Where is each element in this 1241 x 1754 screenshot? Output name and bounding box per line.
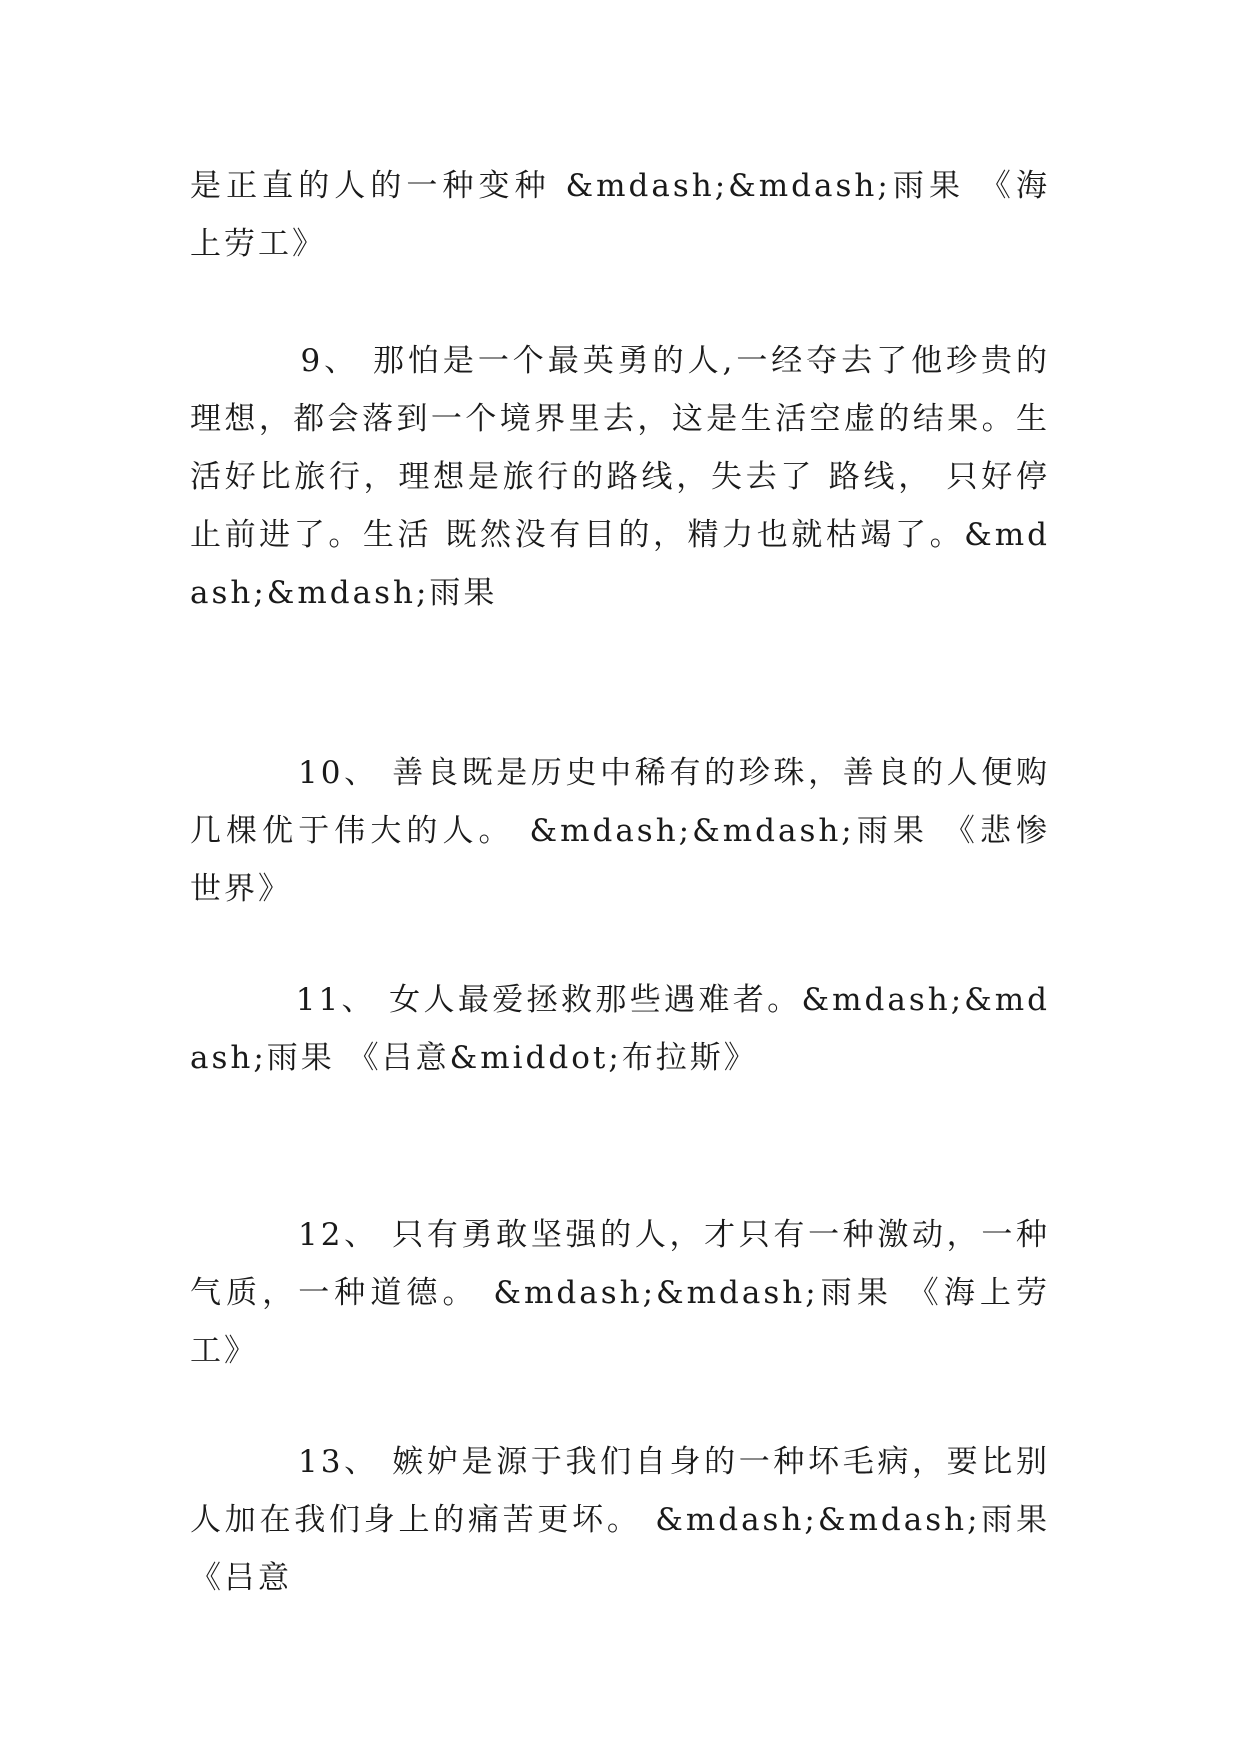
quote-paragraph-11: 11、 女人最爱拯救那些遇难者。&mdash;&mdash;雨果 《吕意&middot;布拉斯》 <box>190 982 1050 1076</box>
quote-paragraph-13: 13、 嫉妒是源于我们自身的一种坏毛病，要比别人加在我们身上的痛苦更坏。 &mdash;&mdash;雨果 《吕意 <box>190 1444 1063 1596</box>
quote-paragraph-12: 12、 只有勇敢坚强的人，才只有一种激动，一种气质，一种道德。 &mdash;&mdash;雨果 《海上劳工》 <box>190 1217 1050 1369</box>
quote-paragraph-10: 10、 善良既是历史中稀有的珍珠，善良的人便购几棵优于伟大的人。 &mdash;&mdash;雨果 《悲惨世界》 <box>190 755 1050 907</box>
quote-paragraph-8-continued: 是正直的人的一种变种 &mdash;&mdash;雨果 《海上劳工》 <box>190 168 1050 262</box>
quote-paragraph-9: 9、 那怕是一个最英勇的人,一经夺去了他珍贵的理想，都会落到一个境界里去，这是生活空虚的结果。生活好比旅行，理想是旅行的路线，失去了 路线， 只好停止前进了。生活 既然没有目的，精力也就枯竭了。&mdash;&mdash;雨果 <box>190 343 1050 611</box>
